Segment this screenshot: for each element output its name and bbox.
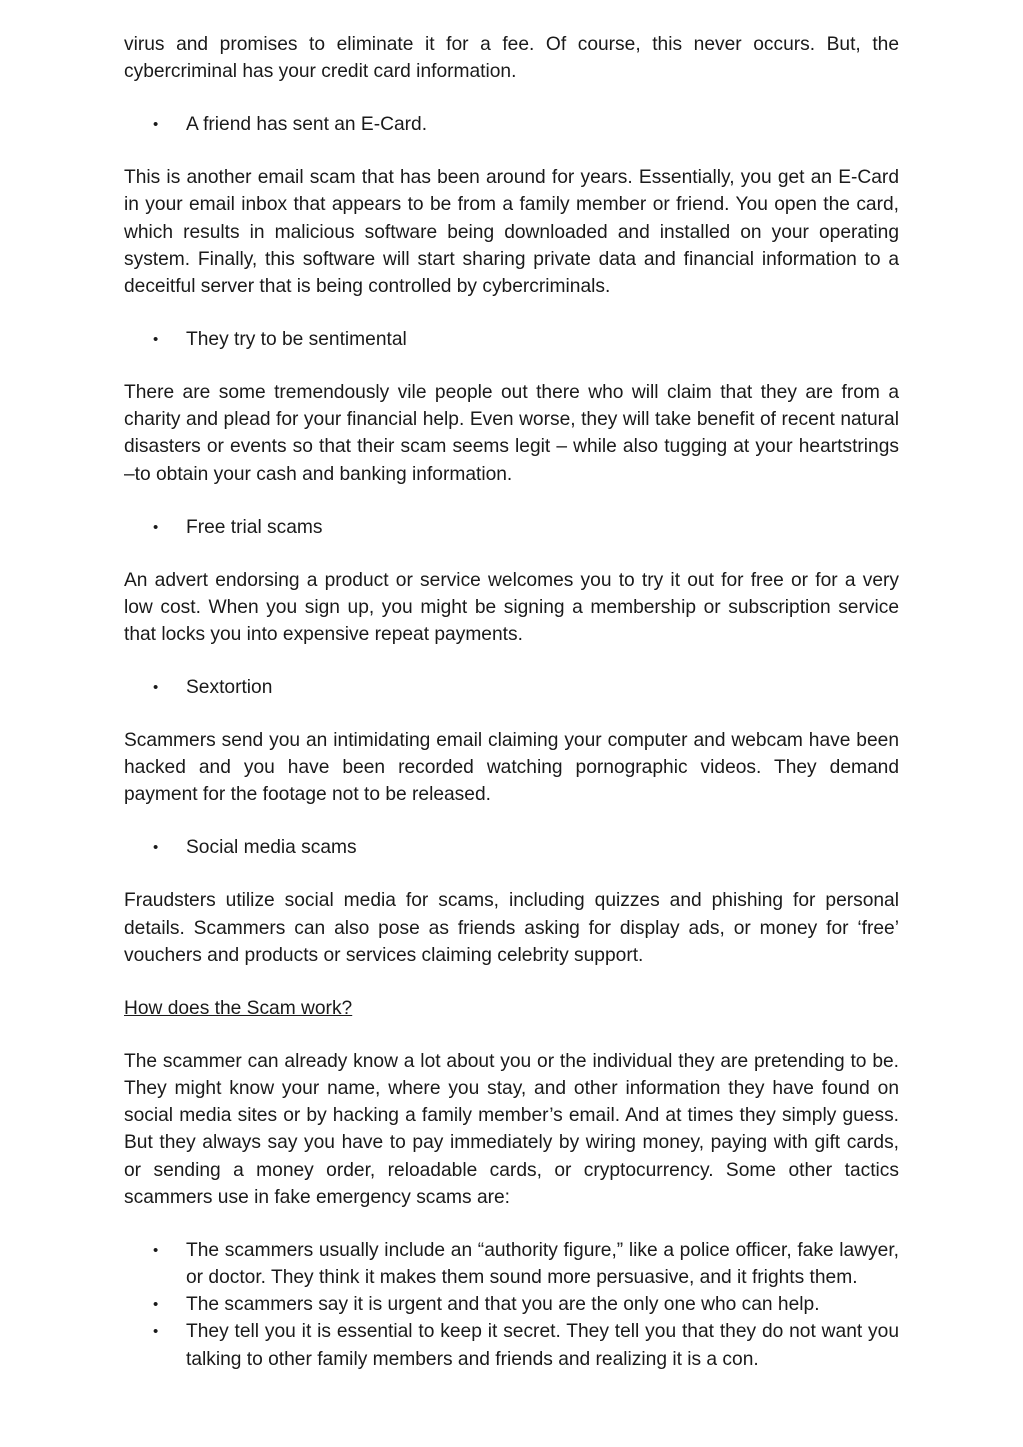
bullet-item: • Sextortion <box>124 674 899 701</box>
how-paragraph: The scammer can already know a lot about you or the individual they are pretending to be. They might know your name, where you stay, and other information they have found on social media sites or by hacking a family member’s email. And at times they simply guess. But they always say you have to pay immediately by wiring money, paying with gift cards, or sending a money order, reloadable cards, or cryptocurrency. Some other tactics scammers use in fake emergency scams are: <box>124 1050 899 1208</box>
intro-paragraph: virus and promises to eliminate it for a fee. Of course, this never occurs. But, the cybercriminal has your credit card information. <box>124 34 899 83</box>
tactics-list <box>124 1237 899 1373</box>
bullet-item: • A friend has sent an E-Card. <box>124 111 899 138</box>
section-paragraph-free-trial: An advert endorsing a product or service welcomes you to try it out for free or for a very low cost. When you sign up, you might be signing a membership or subscription service that locks you into expensive repeat payments. <box>124 569 899 646</box>
section-bullet-sextortion <box>124 674 899 701</box>
tactic-item: • The scammers usually include an “authority figure,” like a police officer, fake lawyer, or doctor. They think it makes them sound more persuasive, and it frights them. <box>124 1237 899 1291</box>
bullet-item: • Free trial scams <box>124 514 899 541</box>
section-bullet-sentimental <box>124 326 899 353</box>
section-paragraph-social-media: Fraudsters utilize social media for scams, including quizzes and phishing for personal details. Scammers can also pose as friends asking for display ads, or money for ‘free’ vouchers and products or services claiming celebrity support. <box>124 890 899 966</box>
document-page <box>124 31 899 1399</box>
section-paragraph-sentimental: There are some tremendously vile people out there who will claim that they are from a charity and plead for your financial help. Even worse, they will take benefit of recent natural disasters or events so that their scam seems legit – while also tugging at your heartstrings –to obtain your cash and banking information. <box>124 382 899 485</box>
tactic-item: • They tell you it is essential to keep it secret. They tell you that they do not want you talking to other family members and friends and realizing it is a con. <box>124 1318 899 1372</box>
section-paragraph-sextortion: Scammers send you an intimidating email claiming your computer and webcam have been hacked and you have been recorded watching pornographic videos. They demand payment for the footage not to be released. <box>124 730 899 806</box>
section-bullet-ecard <box>124 111 899 138</box>
tactic-item: • The scammers say it is urgent and that you are the only one who can help. <box>124 1291 899 1318</box>
section-paragraph-ecard: This is another email scam that has been around for years. Essentially, you get an E-Card in your email inbox that appears to be from a family member or friend. You open the card, which results in malicious software being downloaded and installed on your operating system. Finally, this software will start sharing private data and financial information to a deceitful server that is being controlled by cybercriminals. <box>124 167 899 298</box>
section-bullet-free-trial <box>124 514 899 541</box>
section-bullet-social-media <box>124 834 899 861</box>
bullet-item: • Social media scams <box>124 834 899 861</box>
how-heading: How does the Scam work? <box>124 997 353 1019</box>
bullet-item: • They try to be sentimental <box>124 326 899 353</box>
